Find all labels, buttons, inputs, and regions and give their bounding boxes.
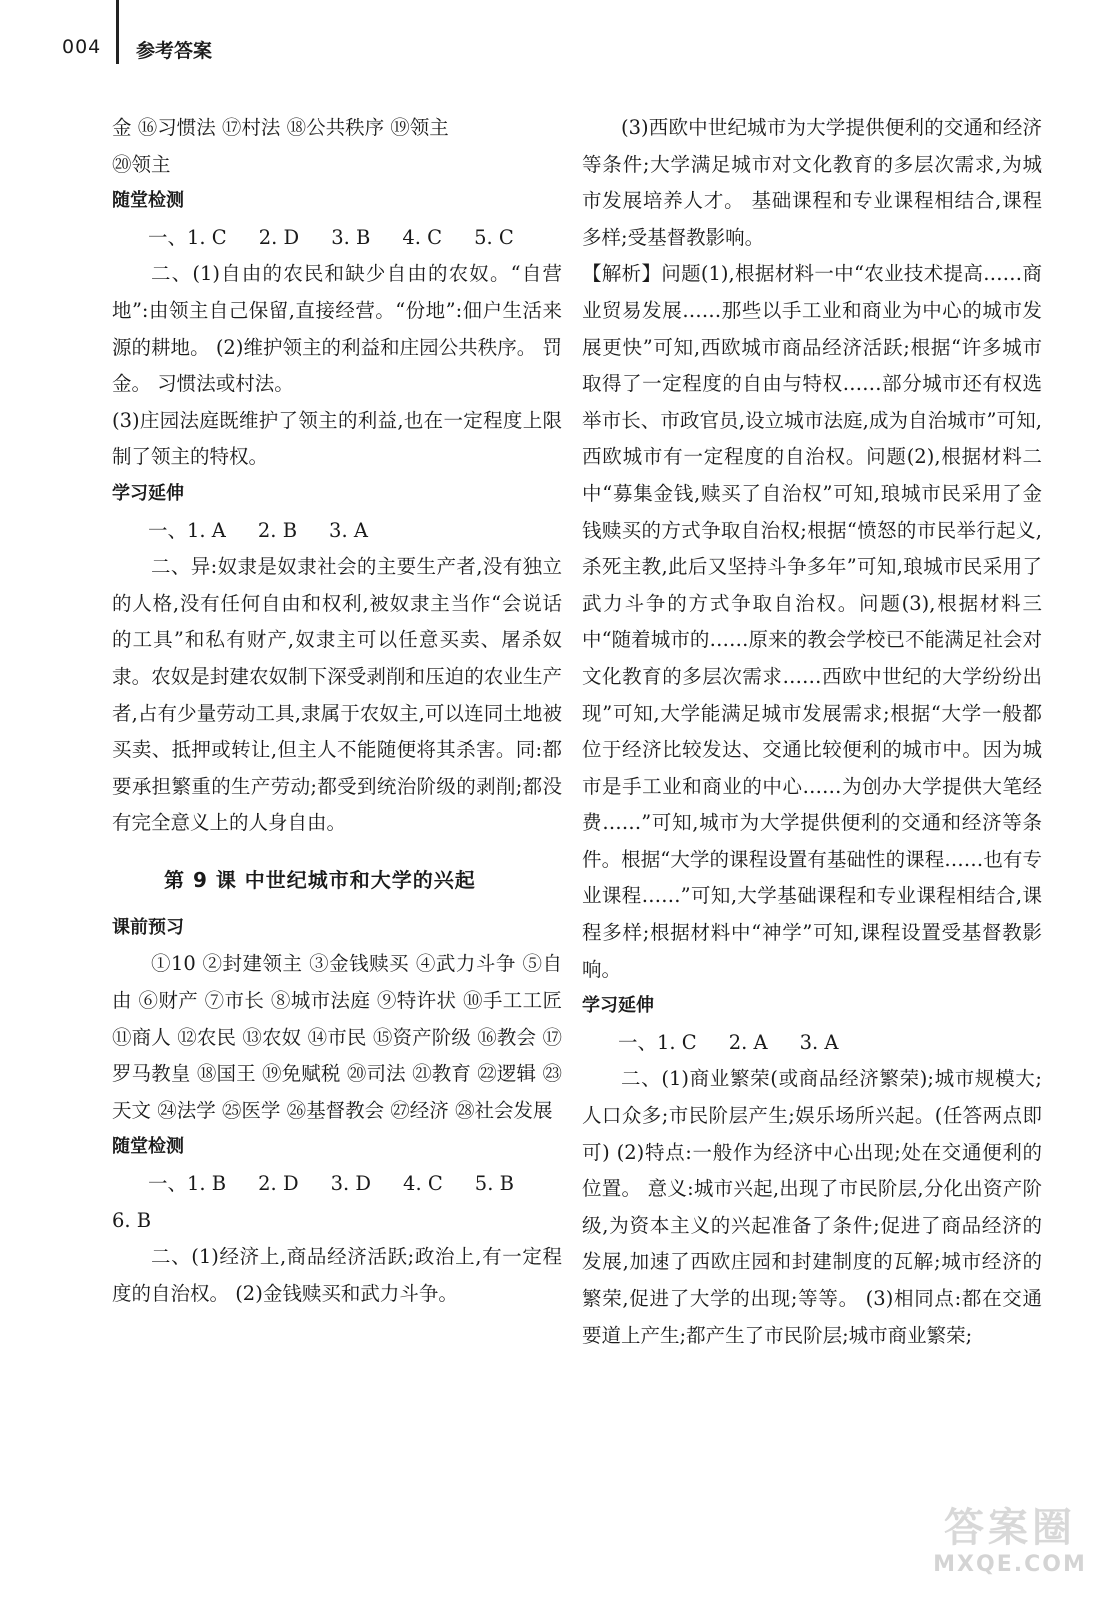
running-title: 参考答案 xyxy=(136,40,213,62)
choice-answers xyxy=(112,1166,562,1203)
section-heading: 随堂检测 xyxy=(112,190,184,212)
analysis-paragraph: 【解析】问题(1),根据材料一中“农业技术提高……商业贸易发展……那些以手工业和商业为中心的城市发展更快”可知,西欧城市商品经济活跃;根据“许多城市取得了一定程度的自由与特权……部分城市还有权选举市长、市政官员,设立城市法庭,成为自治城市”可知,西欧城市有一定程度的自治权。问题(2),根据材料二中“募集金钱,赎买了自治权”可知,琅城市民采用了金钱赎买的方式争取自治权;根据“愤怒的市民举行起义,杀死主教,此后又坚持斗争多年”可知,琅城市民采用了武力斗争的方式争取自治权。问题(3),根据材料三中“随着城市的……原来的教会学校已不能满足社会对文化教育的多层次需求……西欧中世纪的大学纷纷出现”可知,大学能满足城市发展需求;根据“大学一般都位于经济比较发达、交通比较便利的城市中。因为城市是手工业和商业的中心……为创办大学提供大笔经费……”可知,城市为大学提供便利的交通和经济等条件。根据“大学的课程设置有基础性的课程……也有专业课程……”可知,大学基础课程和专业课程相结合,课程多样;根据材料中“神学”可知,课程设置受基督教影响。 xyxy=(582,262,1042,981)
choice-answer: 一、1. C xyxy=(618,1030,697,1054)
right-column xyxy=(582,110,1042,1354)
choice-answer: 5. B xyxy=(474,1172,514,1196)
choice-answer: 5. C xyxy=(474,225,514,249)
watermark-logo xyxy=(930,1504,1090,1588)
choice-answer: 4. C xyxy=(403,1172,443,1196)
answer-paragraph: 二、(1)经济上,商品经济活跃;政治上,有一定程度的自治权。 (2)金钱赎买和武力斗争。 xyxy=(112,1245,562,1305)
answer-paragraph: (3)西欧中世纪城市为大学提供便利的交通和经济等条件;大学满足城市对文化教育的多层次需求,为城市发展培养人才。 基础课程和专业课程相结合,课程多样;受基督教影响。 xyxy=(582,116,1042,249)
choice-answer: 一、1. B xyxy=(148,1172,227,1196)
choice-answer: 一、1. A xyxy=(148,518,226,542)
choice-answer: 3. B xyxy=(331,225,371,249)
choice-answer: 2. A xyxy=(728,1030,768,1054)
choice-answer: 4. C xyxy=(402,225,443,249)
page-number: 004 xyxy=(62,36,102,58)
header-divider xyxy=(116,0,119,64)
choice-answer: 6. B xyxy=(112,1208,152,1232)
answer-paragraph: 二、(1)自由的农民和缺少自由的农奴。“自营地”:由领主自己保留,直接经营。“份地”:佃户生活来源的耕地。 (2)维护领主的利益和庄园公共秩序。 罚金。 习惯法或村法。 xyxy=(112,262,562,396)
page-header xyxy=(0,0,1104,80)
lesson-title: 第 9 课 中世纪城市和大学的兴起 xyxy=(164,867,476,892)
choice-answers xyxy=(582,1025,1042,1062)
section-heading: 随堂检测 xyxy=(112,1136,184,1158)
answer-paragraph: 二、(1)商业繁荣(或商品经济繁荣);城市规模大;人口众多;市民阶层产生;娱乐场所兴起。(任答两点即可) (2)特点:一般作为经济中心出现;处在交通便利的位置。 意义:城市兴起,出现了市民阶层,分化出资产阶级,为资本主义的兴起准备了条件;促进了商品经济的发展,加速了西欧庄园和封建制度的瓦解;城市经济的繁荣,促进了大学的出现;等等。 (3)相同点:都在交通要道上产生;都产生了市民阶层;城市商业繁荣; xyxy=(582,1067,1042,1347)
left-column xyxy=(112,110,562,1312)
watermark-url: MXQE.COM xyxy=(933,1552,1087,1577)
section-heading: 学习延伸 xyxy=(582,995,654,1017)
section-heading: 课前预习 xyxy=(112,916,184,938)
answer-line: 金 ⑯习惯法 ⑰村法 ⑱公共秩序 ⑲领主 xyxy=(112,116,449,139)
choice-answer: 3. A xyxy=(329,518,368,542)
choice-answer: 2. D xyxy=(258,1172,299,1196)
watermark-logo-text: 答案圈 xyxy=(944,1505,1076,1551)
choice-answers xyxy=(112,513,562,550)
choice-answer: 3. A xyxy=(799,1030,839,1054)
answer-paragraph: ①10 ②封建领主 ③金钱赎买 ④武力斗争 ⑤自由 ⑥财产 ⑦市长 ⑧城市法庭 ⑨特许状 ⑩手工工匠 ⑪商人 ⑫农民 ⑬农奴 ⑭市民 ⑮资产阶级 ⑯教会 ⑰罗马教皇 ⑱国王 ⑲免赋税 ⑳司法 ㉑教育 ㉒逻辑 ㉓天文 ㉔法学 ㉕医学 ㉖基督教会 ㉗经济 ㉘社会发展 xyxy=(112,952,562,1122)
section-heading: 学习延伸 xyxy=(112,482,184,504)
choice-answer: 2. B xyxy=(257,518,298,542)
choice-answer: 3. D xyxy=(330,1172,372,1196)
answer-paragraph: 二、异:奴隶是奴隶社会的主要生产者,没有独立的人格,没有任何自由和权利,被奴隶主当作“会说话的工具”和私有财产,奴隶主可以任意买卖、屠杀奴隶。农奴是封建农奴制下深受剥削和压迫的农业生产者,占有少量劳动工具,隶属于农奴主,可以连同土地被买卖、抵押或转让,但主人不能随便将其杀害。同:都要承担繁重的生产劳动;都受到统治阶级的剥削;都没有完全意义上的人身自由。 xyxy=(112,555,562,835)
choice-answers xyxy=(112,220,562,257)
answer-line: ⑳领主 xyxy=(112,152,171,176)
choice-answer: 2. D xyxy=(258,225,300,249)
answer-paragraph: (3)庄园法庭既维护了领主的利益,也在一定程度上限制了领主的特权。 xyxy=(112,408,562,469)
choice-answer: 一、1. C xyxy=(148,225,227,249)
